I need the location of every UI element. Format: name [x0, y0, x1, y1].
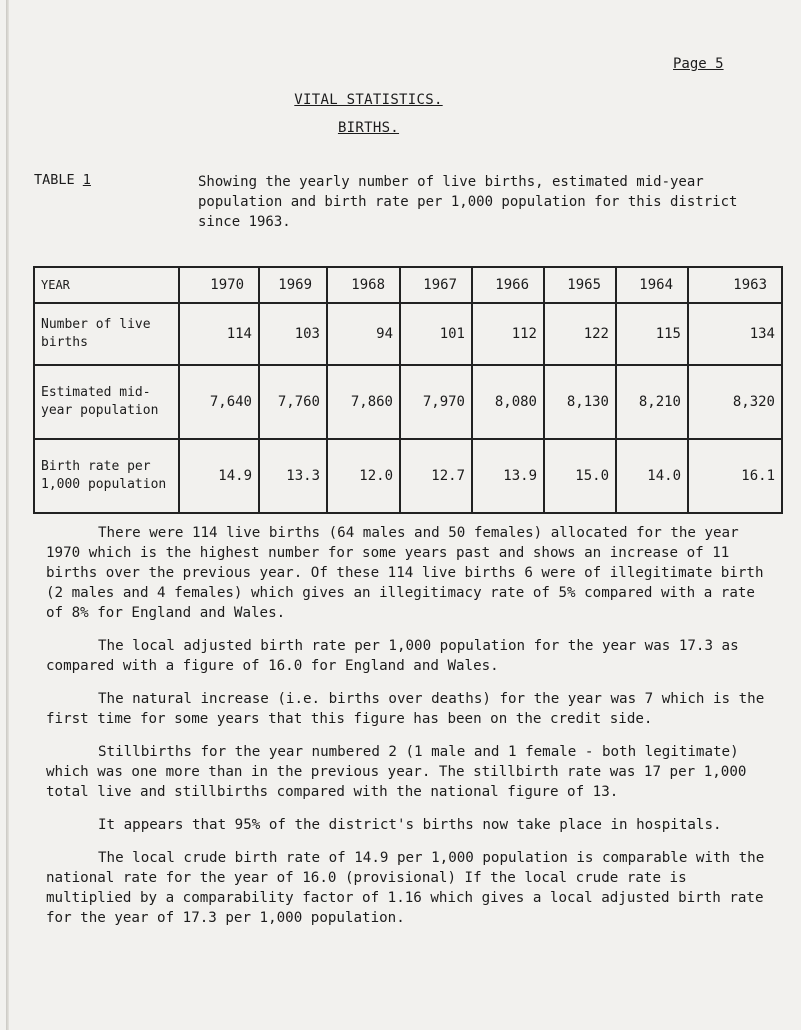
table-row-live-births: [34, 303, 782, 365]
header-year: 1967: [400, 267, 472, 303]
table-cell: 15.0: [544, 439, 616, 513]
header-year: 1965: [544, 267, 616, 303]
page-number: Page 5: [673, 56, 724, 72]
header-label: YEAR: [34, 267, 179, 303]
table-header-row: [34, 267, 782, 303]
table-cell: 14.0: [616, 439, 688, 513]
paragraph: Stillbirths for the year numbered 2 (1 male and 1 female - both legitimate) which was one more than in the previous year. The stillbirth rate was 17 per 1,000 total live and stillbirths compared with the national figure of 13.: [46, 744, 747, 800]
header-year: 1970: [179, 267, 259, 303]
paragraph: The local crude birth rate of 14.9 per 1,000 population is comparable with the national rate for the year of 16.0 (provisional) If the local crude rate is multiplied by a comparability factor of 1.16 which gives a local adjusted birth rate for the year of 17.3 per 1,000 population.: [46, 850, 765, 926]
table-cell: 13.3: [259, 439, 327, 513]
row-label: Birth rate per 1,000 population: [34, 439, 179, 513]
table-row-birth-rate: [34, 439, 782, 513]
table-cell: 134: [688, 303, 782, 365]
table-cell: 12.7: [400, 439, 472, 513]
table-label: [34, 172, 91, 188]
table-cell: 114: [179, 303, 259, 365]
table-cell: 7,970: [400, 365, 472, 439]
table-cell: 122: [544, 303, 616, 365]
paragraph: There were 114 live births (64 males and 50 females) allocated for the year 1970 which is the highest number for some years past and shows an increase of 11 births over the previous year. Of these 114 live births 6 were of illegitimate birth (2 males and 4 females) which gives an illegitimacy rate of 5% compared with a rate of 8% for England and Wales.: [46, 525, 764, 621]
table-cell: 7,860: [327, 365, 400, 439]
body-text: [46, 523, 776, 941]
table-row-population: [34, 365, 782, 439]
table-cell: 94: [327, 303, 400, 365]
table-label-text: TABLE: [34, 172, 83, 188]
table-cell: 8,210: [616, 365, 688, 439]
table-cell: 7,640: [179, 365, 259, 439]
section-title: BIRTHS.: [337, 120, 400, 136]
row-label: Estimated mid-year population: [34, 365, 179, 439]
table-cell: 8,130: [544, 365, 616, 439]
header-year: 1968: [327, 267, 400, 303]
table-cell: 112: [472, 303, 544, 365]
page-margin-shadow: [6, 0, 9, 1030]
header-year: 1963: [688, 267, 782, 303]
table-label-number: 1: [82, 172, 91, 188]
header-year: 1964: [616, 267, 688, 303]
paragraph: It appears that 95% of the district's births now take place in hospitals.: [98, 817, 722, 833]
table-cell: 12.0: [327, 439, 400, 513]
row-label: Number of live births: [34, 303, 179, 365]
header-year: 1969: [259, 267, 327, 303]
table-cell: 14.9: [179, 439, 259, 513]
table-cell: 115: [616, 303, 688, 365]
table-caption: Showing the yearly number of live births, estimated mid-year population and birth rate per 1,000 population for this district since 1963.: [198, 174, 738, 230]
header-year: 1966: [472, 267, 544, 303]
table-cell: 8,080: [472, 365, 544, 439]
table-cell: 16.1: [688, 439, 782, 513]
births-table: [33, 266, 783, 514]
table-cell: 8,320: [688, 365, 782, 439]
table-cell: 103: [259, 303, 327, 365]
page-title: VITAL STATISTICS.: [294, 92, 443, 108]
table-cell: 101: [400, 303, 472, 365]
table-cell: 13.9: [472, 439, 544, 513]
paragraph: The local adjusted birth rate per 1,000 population for the year was 17.3 as compared with a figure of 16.0 for England and Wales.: [46, 638, 739, 674]
table-cell: 7,760: [259, 365, 327, 439]
paragraph: The natural increase (i.e. births over deaths) for the year was 7 which is the first time for some years that this figure has been on the credit side.: [46, 691, 765, 727]
